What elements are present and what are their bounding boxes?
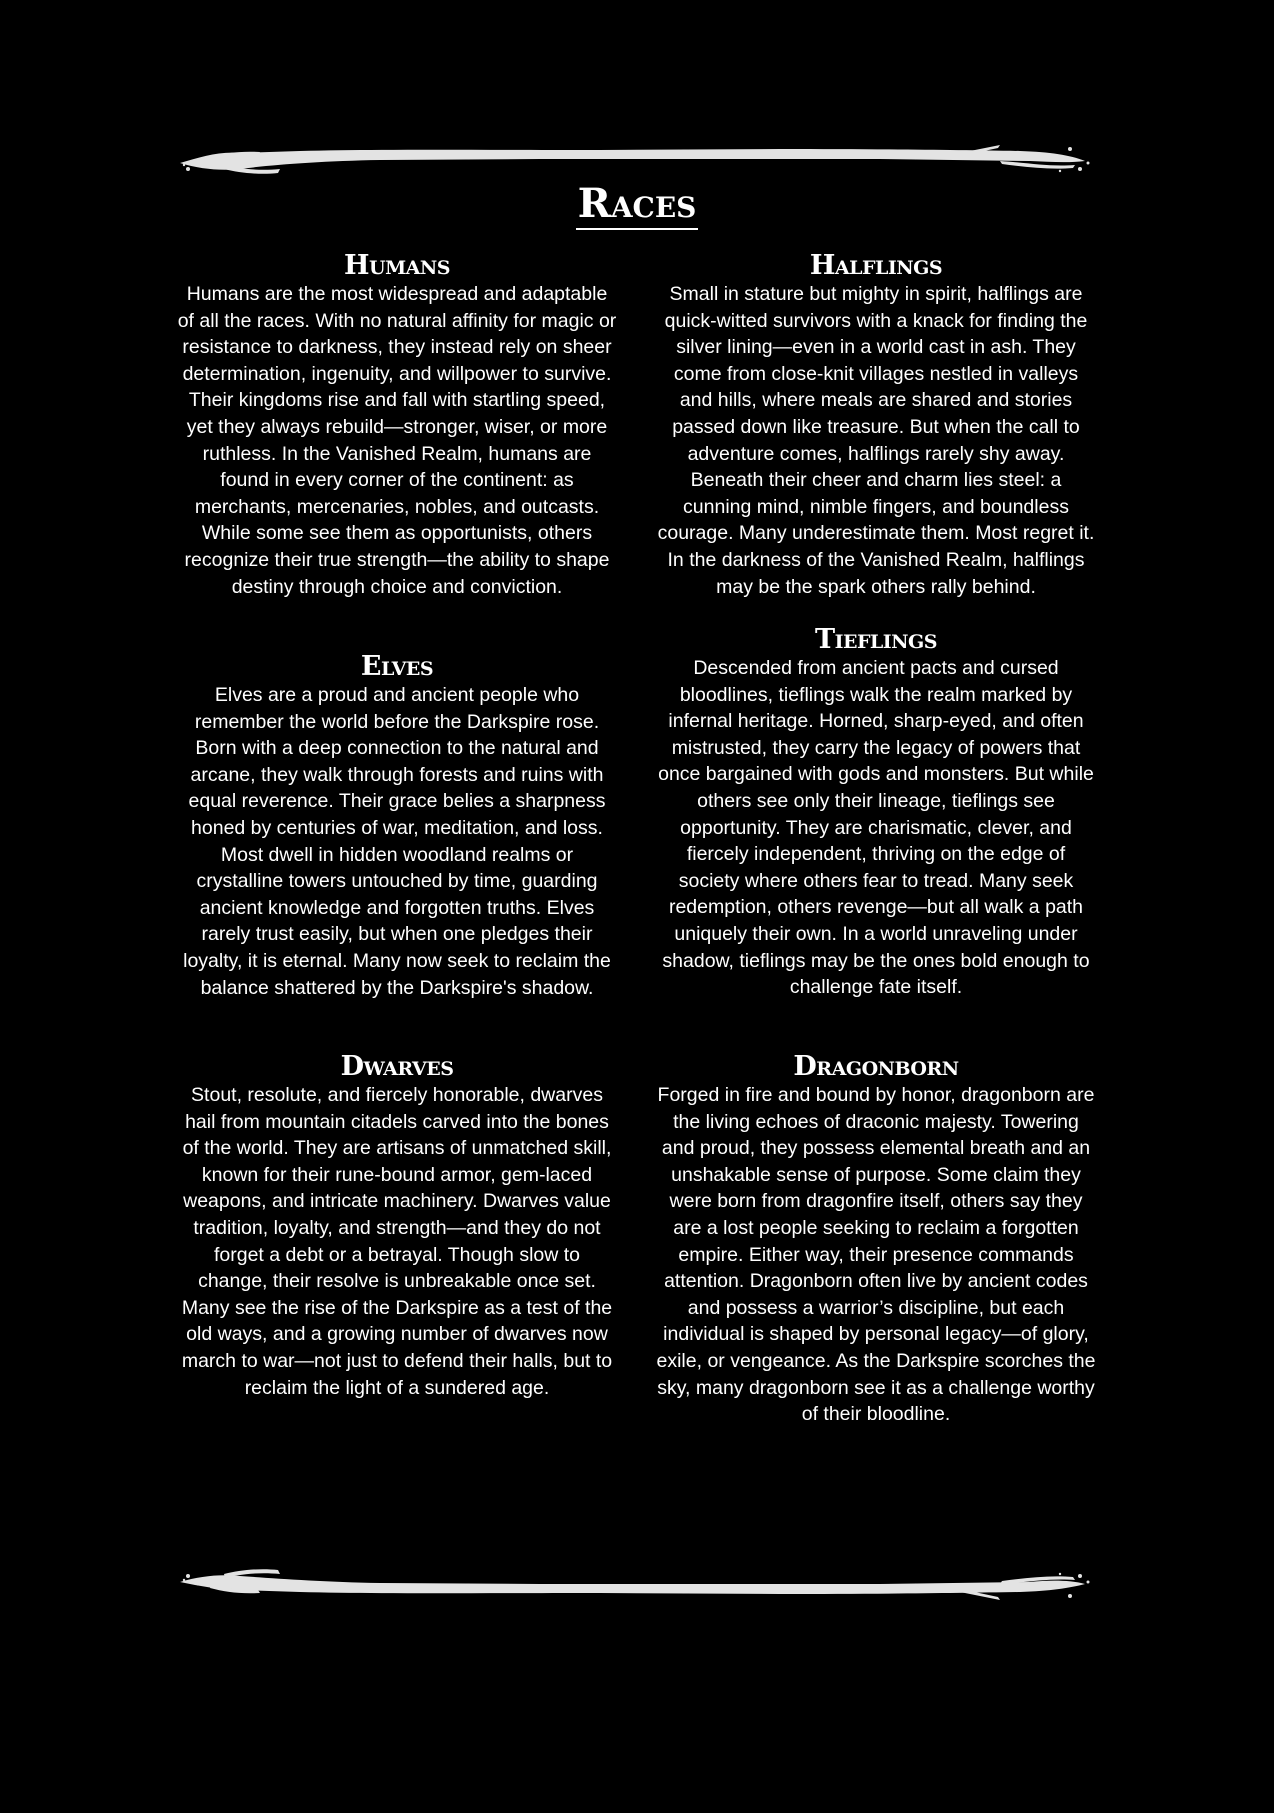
- page-title-text: Races: [576, 180, 699, 230]
- section-body-dwarves: Stout, resolute, and fiercely honorable, dwarves hail from mountain citadels carved into the bones of the world. They are artisans of unmatched skill, known for their rune-bound armor, gem-laced weapons, and intricate machinery. Dwarves value tradition, loyalty, and strength—and they do not forget a debt or a betrayal. Though slow to change, their resolve is unbreakable once set. Many see the rise of the Darkspire as a test of the old ways, and a growing number of dwarves now march to war—not just to defend their halls, but to reclaim the light of a sundered age.: [181, 1084, 613, 1399]
- section-body-tieflings: Descended from ancient pacts and cursed bloodlines, tieflings walk the realm marked by infernal heritage. Horned, sharp-eyed, and often mistrusted, they carry the legacy of powers that once bargained with gods and monsters. But while others see only their lineage, tieflings see opportunity. They are charismatic, clever, and fiercely independent, thriving on the edge of society where others fear to tread. Many seek redemption, others revenge—but all walk a path uniquely their own. In a world unraveling under shadow, tieflings may be the ones bold enough to challenge fate itself.: [658, 657, 1094, 999]
- section-title-elves: Elves: [360, 651, 434, 682]
- section-title-tieflings: Tieflings: [814, 624, 937, 655]
- brush-stroke-divider-icon: [180, 135, 1092, 185]
- section-halflings: [652, 251, 1100, 600]
- section-body-elves: Elves are a proud and ancient people who remember the world before the Darkspire rose. Born with a deep connection to the natural and arcane, they walk through forests and ruins with equal reverence. Their grace belies a sharpness honed by centuries of war, meditation, and loss. Most dwell in hidden woodland realms or crystalline towers untouched by time, guarding ancient knowledge and forgotten truths. Elves rarely trust easily, but when one pledges their loyalty, it is eternal. Many now seek to reclaim the balance shattered by the Darkspire's shadow.: [183, 684, 611, 999]
- top-brush-divider: [180, 135, 1092, 185]
- section-body-dragonborn: Forged in fire and bound by honor, dragonborn are the living echoes of draconic majesty. Towering and proud, they possess elemental breath and an unshakable sense of purpose. Some claim they were born from dragonfire itself, others say they are a lost people seeking to reclaim a forgotten empire. Either way, their presence commands attention. Dragonborn often live by ancient codes and possess a warrior’s discipline, but each individual is shaped by personal legacy—of glory, exile, or vengeance. As the Darkspire scorches the sky, many dragonborn see it as a challenge worthy of their bloodline.: [656, 1084, 1096, 1426]
- section-dwarves: [173, 1052, 621, 1401]
- section-title-halflings: Halflings: [809, 250, 943, 281]
- section-title-dragonborn: Dragonborn: [793, 1051, 959, 1082]
- section-title-humans: Humans: [344, 250, 450, 281]
- section-body-halflings: Small in stature but mighty in spirit, halflings are quick-witted survivors with a knack for finding the silver lining—even in a world cast in ash. They come from close-knit villages nestled in valleys and hills, where meals are shared and stories passed down like treasure. But when the call to adventure comes, halflings rarely shy away. Beneath their cheer and charm lies steel: a cunning mind, nimble fingers, and boundless courage. Many underestimate them. Most regret it. In the darkness of the Vanished Realm, halflings may be the spark others rally behind.: [657, 283, 1095, 598]
- section-title-dwarves: Dwarves: [340, 1051, 454, 1082]
- page-title: [0, 180, 1274, 228]
- section-dragonborn: [652, 1052, 1100, 1428]
- brush-stroke-divider-icon: [180, 1562, 1092, 1612]
- section-tieflings: [652, 625, 1100, 1001]
- section-body-humans: Humans are the most widespread and adaptable of all the races. With no natural affinity for magic or resistance to darkness, they instead rely on sheer determination, ingenuity, and willpower to survive. Their kingdoms rise and fall with startling speed, yet they always rebuild—stronger, wiser, or more ruthless. In the Vanished Realm, humans are found in every corner of the continent: as merchants, mercenaries, nobles, and outcasts. While some see them as opportunists, others recognize their true strength—the ability to shape destiny through choice and conviction.: [177, 283, 617, 598]
- bottom-brush-divider: [180, 1562, 1092, 1612]
- section-elves: [173, 652, 621, 1001]
- section-humans: [173, 251, 621, 600]
